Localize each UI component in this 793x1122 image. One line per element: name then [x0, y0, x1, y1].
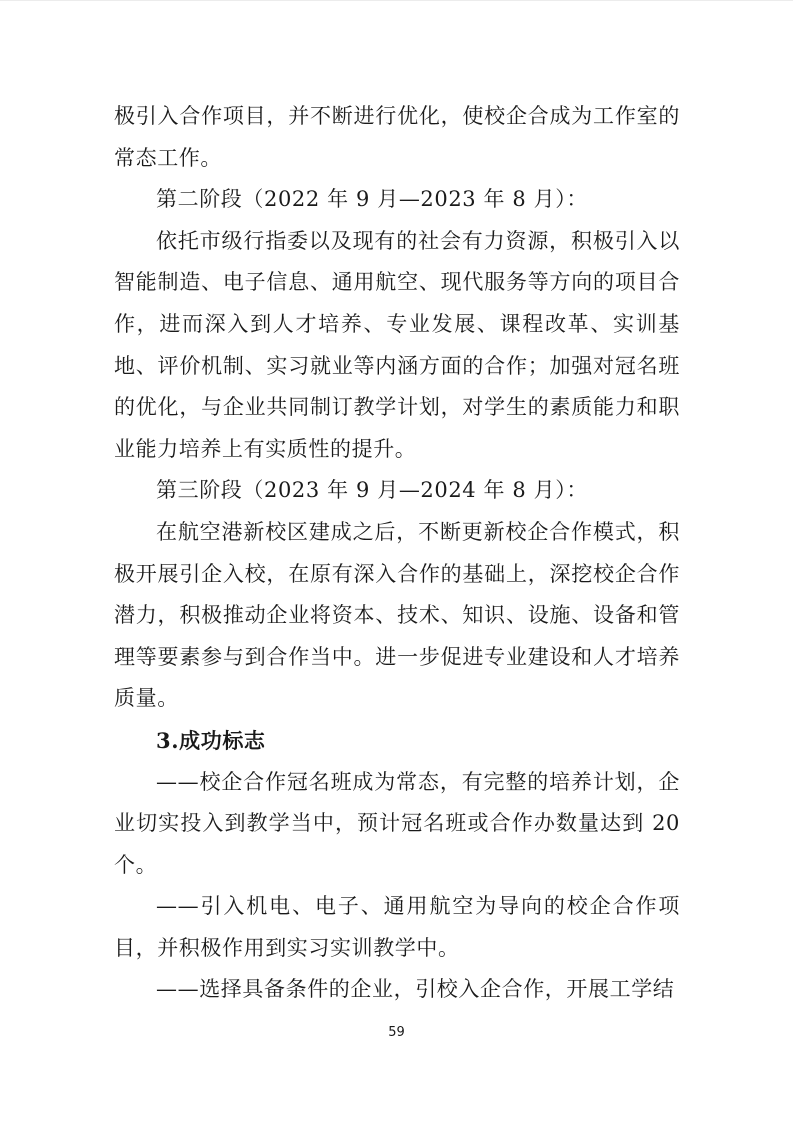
paragraph-continuation: 极引入合作项目，并不断进行优化，使校企合成为工作室的常态工作。	[114, 104, 680, 170]
document-text-block	[114, 96, 680, 1011]
paragraph-stage3-heading: 第三阶段（2023 年 9 月—2024 年 8 月）：	[156, 478, 588, 503]
paragraph-success-item-2: ——引入机电、电子、通用航空为导向的校企合作项目，并积极作用到实习实训教学中。	[114, 894, 680, 960]
paragraph-stage3-body: 在航空港新校区建成之后，不断更新校企合作模式，积极开展引企入校，在原有深入合作的基础上，深挖校企合作潜力，积极推动企业将资本、技术、知识、设施、设备和管理等要素参与到合作当中。进一步促进专业建设和人才培养质量。	[114, 519, 680, 711]
paragraph-success-criteria-heading: 3.成功标志	[156, 727, 266, 753]
paragraph-success-item-1: ——校企合作冠名班成为常态，有完整的培养计划，企业切实投入到教学当中，预计冠名班或合作办数量达到 20 个。	[114, 769, 680, 877]
paragraph-stage2-heading: 第二阶段（2022 年 9 月—2023 年 8 月）：	[156, 187, 588, 212]
paragraph-stage2-body: 依托市级行指委以及现有的社会有力资源，积极引入以智能制造、电子信息、通用航空、现代服务等方向的项目合作，进而深入到人才培养、专业发展、课程改革、实训基地、评价机制、实习就业等内涵方面的合作；加强对冠名班的优化，与企业共同制订教学计划，对学生的素质能力和职业能力培养上有实质性的提升。	[114, 228, 680, 461]
paragraph-success-item-3: ——选择具备条件的企业，引校入企合作，开展工学结	[156, 977, 675, 1002]
page-number: 59	[388, 1025, 405, 1040]
